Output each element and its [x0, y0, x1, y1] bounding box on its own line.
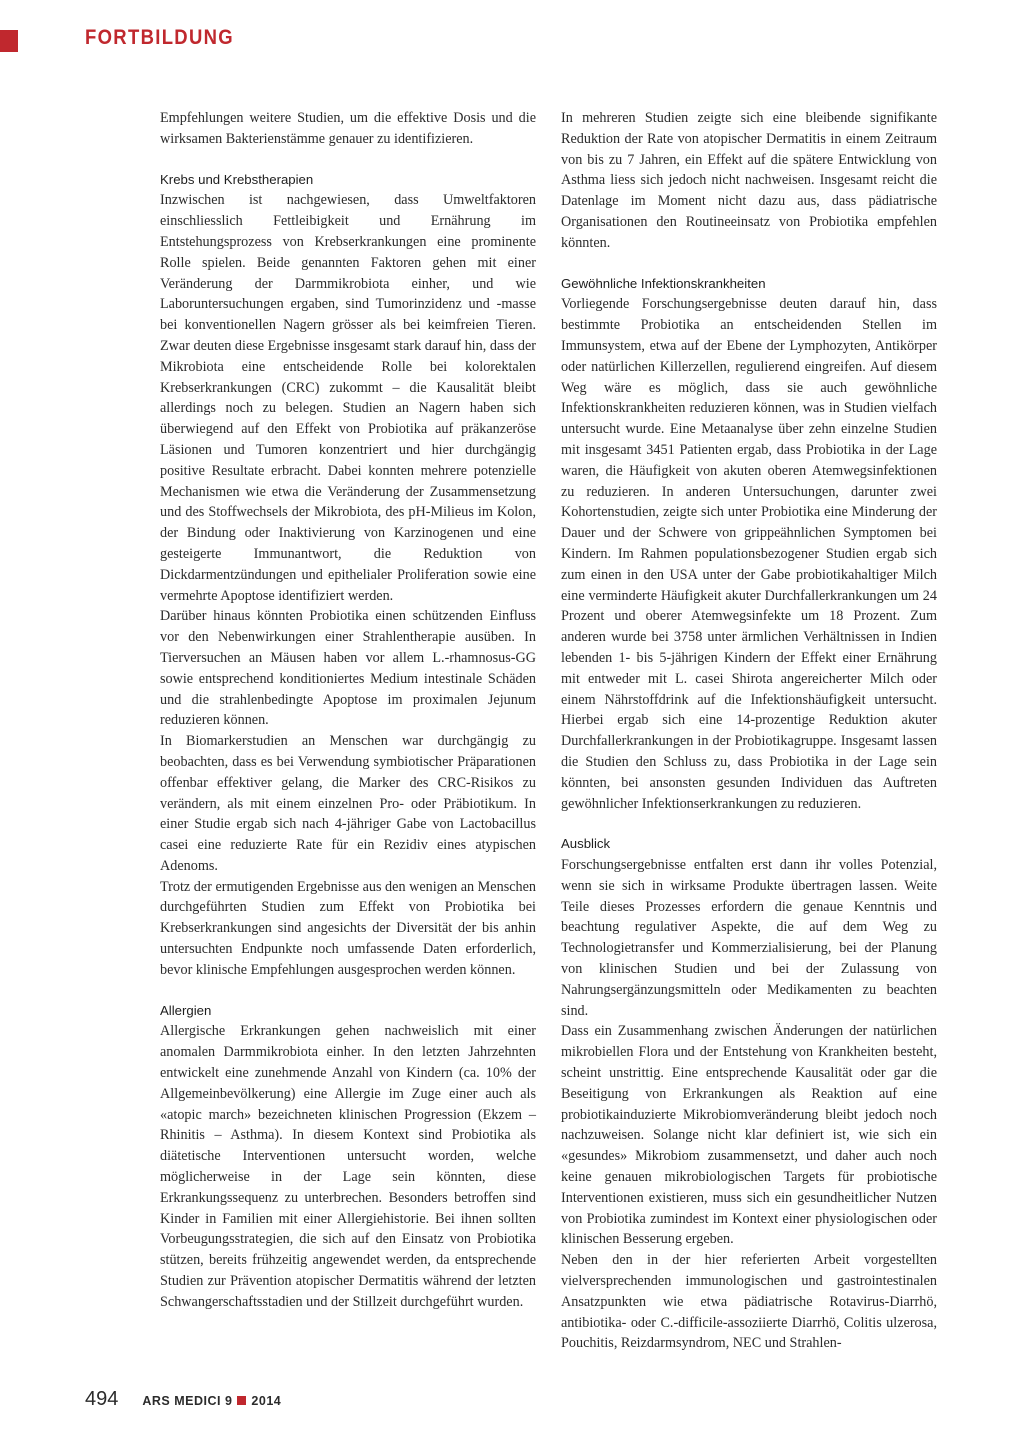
heading-infektionskrankheiten: Gewöhnliche Infektionskrankheiten [561, 275, 766, 291]
paragraph: In mehreren Studien zeigte sich eine bleibende signifikante Reduktion der Rate von atopischer Dermatitis in einem Zeitraum von bis zu 7 Jahren, ein Effekt auf die spätere Entwicklung von Asthma liess sich jedoch nicht nachweisen. Insgesamt reicht die Datenlage im Moment nicht dazu aus, dass pädiatrische Organisationen den Routineeinsatz von Probiotika empfehlen könnten. [561, 110, 937, 251]
paragraph: Inzwischen ist nachgewiesen, dass Umweltfaktoren einschliesslich Fettleibigkeit und Ernährung im Entstehungsprozess von Krebserkrankungen eine prominente Rolle spielen. Beide genannten Faktoren gehen mit einer Veränderung der Darmmikrobiota einher, und wie Laboruntersuchungen ergaben, sind Tumorinzidenz und -masse bei konventionellen Nagern grösser als bei keimfreien Tieren. Zwar deuten diese Ergebnisse insgesamt stark darauf hin, dass der Mikrobiota eine entscheidende Rolle bei kolorektalen Krebserkrankungen (CRC) zukommt – die Kausalität bleibt allerdings noch zu belegen. Studien an Nagern haben sich überwiegend auf den Effekt von Probiotika auf präkanzeröse Läsionen und Tumoren konzentriert und hier durchgängig positive Resultate erbracht. Dabei konnten mehrere potenzielle Mechanismen wie etwa die Veränderung der Zusammensetzung und des Stoffwechsels der Mikrobiota, des pH-Milieus im Kolon, der Bindung oder Inaktivierung von Karzinogenen und eine gesteigerte Immunantwort, die Reduktion von Dickdarmentzündungen und epithelialer Proliferation sowie eine vermehrte Apoptose identifiziert werden. [160, 192, 536, 604]
paragraph: In Biomarkerstudien an Menschen war durchgängig zu beobachten, dass es bei Verwendung symbiotischer Präparationen offenbar effektiver gelang, die Marker des CRC-Risikos zu verändern, als mit einem einzelnen Pro- oder Präbiotikum. In einer Studie ergab sich nach 4-jähriger Gabe von Lactobacillus casei eine reduzierte Rate für ein Rezidiv eines atypischen Adenoms. [160, 733, 536, 874]
heading-allergien: Allergien [160, 1002, 212, 1018]
paragraph: Forschungsergebnisse entfalten erst dann ihr volles Potenzial, wenn sie sich in wirksame Produkte übertragen lassen. Weite Teile dieses Prozesses erfordern die genaue Kenntnis und beachtung regulativer Aspekte, die auf dem Weg zu Technologietransfer und Kommerzialisierung, bei der Planung von klinischen Studien und bei der Zulassung von Nahrungsergänzungsmitteln oder Medikamenten zu beachten sind. [561, 857, 937, 1019]
footer-accent-square [237, 1396, 246, 1405]
journal-year: 2014 [251, 1394, 282, 1408]
paragraph: Neben den in der hier referierten Arbeit vorgestellten vielversprechenden immunologischen und gastrointestinalen Ansatzpunkten wie etwa pädiatrische Rotavirus-Diarrhö, antibiotika- oder C.-difficile-assoziierte Diarrhö, Colitis ulzerosa, Pouchitis, Reizdarmsyndrom, NEC und Strahlen- [561, 1252, 937, 1352]
paragraph: Vorliegende Forschungsergebnisse deuten darauf hin, dass bestimmte Probiotika an entscheidenden Stellen im Immunsystem, etwa auf der Ebene der Lymphozyten, Antikörper oder natürlichen Killerzellen, regulierend eingreifen. Auf diesem Weg wäre es möglich, dass sie auch gewöhnliche Infektionskrankheiten reduzieren können, was in Studien vielfach untersucht wurde. Eine Metaanalyse über zehn einzelne Studien mit insgesamt 3451 Patienten ergab, dass Probiotika in der Lage waren, die Häufigkeit von akuten oberen Atemwegsinfektionen zu reduzieren. In anderen Untersuchungen, darunter zwei Kohortenstudien, zeigte sich unter Probiotika eine Minderung der Dauer und der Schwere von grippeähnlichen Symptomen bei Kindern. Im Rahmen populationsbezogener Studien ergab sich zum einen in den USA unter der Gabe probiotikahaltiger Milch eine verminderte Häufigkeit akuter Durchfallerkrankungen um 24 Prozent und oberer Atemwegsinfekte um 18 Prozent. Zum anderen wurde bei 3758 unter ärmlichen Verhältnissen in Indien lebenden 1- bis 5-jährigen Kindern der Effekt einer Ernährung mit entweder mit L. casei Shirota angereicherter Milch oder einem Nährstoffdrink auf die Infektionshäufigkeit untersucht. Hierbei ergab sich eine 14-prozentige Reduktion akuter Durchfallerkrankungen in der Probiotikagruppe. Insgesamt lassen die Studien den Schluss zu, dass Probiotika in der Lage sein könnten, bei ansonsten gesunden Individuen das Auftreten gewöhnlicher Infektionserkrankungen zu reduzieren. [561, 296, 937, 812]
header-accent-block [0, 30, 18, 52]
paragraph: Allergische Erkrankungen gehen nachweislich mit einer anomalen Darmmikrobiota einher. In den letzten Jahrzehnten entwickelt eine zunehmende Anzahl von Kindern (ca. 10% der Allgemeinbevölkerung) eine Allergie im Zuge einer auch als «atopic march» bezeichneten klinischen Progression (Ekzem – Rhinitis – Asthma). In diesem Kontext sind Probiotika als diätetische Interventionen untersucht worden, welche möglicherweise in der Lage sein könnten, diese Erkrankungssequenz zu unterbrechen. Besonders betroffen sind Kinder in Familien mit einer Allergiehistorie. Bei ihnen sollten Vorbeugungsstrategien, die sich auf den Einsatz von Probiotika stützen, bereits frühzeitig angewendet werden, da entsprechende Studien zur Prävention atopischer Dermatitis während der letzten Schwangerschaftsstadien und der Stillzeit durchgeführt wurden. [160, 1023, 536, 1310]
heading-krebs: Krebs und Krebstherapien [160, 171, 314, 187]
paragraph: Darüber hinaus könnten Probiotika einen schützenden Einfluss vor den Nebenwirkungen einer Strahlentherapie ausüben. In Tierversuchen an Mäusen haben vor allem L.-rhamnosus-GG sowie entsprechend konditioniertes Medium intestinale Schäden und die strahlenbedingte Apoptose im proximalen Jejunum reduzieren können. [160, 608, 536, 729]
page-footer [85, 1388, 281, 1411]
journal-name: ARS MEDICI 9 [142, 1394, 233, 1408]
page-number: 494 [85, 1388, 119, 1410]
left-column [160, 108, 536, 1313]
paragraph: Trotz der ermutigenden Ergebnisse aus den wenigen an Menschen durchgeführten Studien zum Effekt von Probiotika bei Krebserkrankungen sind angesichts der Diversität der bis anhin untersuchten Endpunkte noch umfassende Daten erforderlich, bevor klinische Empfehlungen ausgesprochen werden können. [160, 878, 536, 978]
paragraph: Dass ein Zusammenhang zwischen Änderungen der natürlichen mikrobiellen Flora und der Entstehung von Krankheiten besteht, scheint unstrittig. Eine entsprechende Kausalität oder gar die Beseitigung von Erkrankungen als Reaktion auf eine probiotikainduzierte Mikrobiomveränderung bleibt jedoch noch nachzuweisen. Solange nicht klar definiert ist, wie sich ein «gesundes» Mikrobiom zusammensetzt, und daher auch noch keine genauen mikrobiologischen Targets für probiotische Interventionen existieren, muss sich ein gesundheitlicher Nutzen von Probiotika zumindest im Kontext einer physiologischen oder klinischen Besserung ergeben. [561, 1023, 937, 1248]
right-column [561, 108, 937, 1354]
heading-ausblick: Ausblick [561, 836, 611, 852]
section-label: FORTBILDUNG [85, 26, 235, 49]
paragraph: Empfehlungen weitere Studien, um die effektive Dosis und die wirksamen Bakterienstämme genauer zu identifizieren. [160, 110, 536, 147]
